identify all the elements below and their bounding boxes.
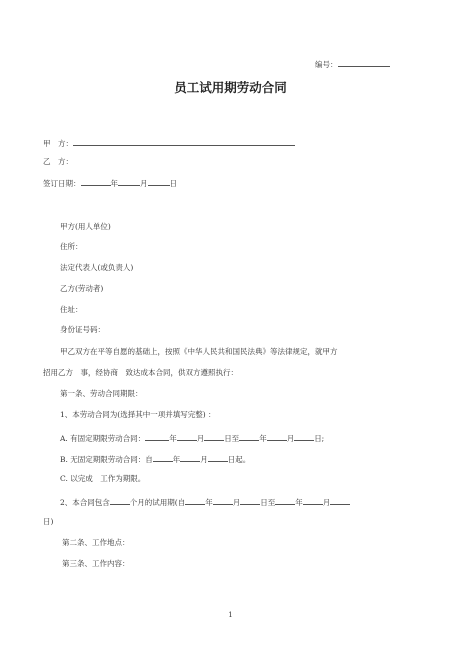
month-text: 月 — [140, 179, 148, 188]
party-b-employee: 乙方(劳动者) — [60, 284, 104, 293]
blank — [180, 453, 200, 462]
blank — [330, 496, 350, 505]
sign-month-blank — [118, 177, 140, 186]
intro-paragraph-line2: 招用乙方 事，经协商 致达成本合同，供双方遵照执行： — [43, 368, 238, 377]
sign-date-label: 签订日期： — [43, 179, 81, 188]
day-text: 日; — [314, 434, 325, 443]
blank — [240, 496, 260, 505]
day-to-text: 日至 — [260, 498, 276, 507]
blank — [153, 453, 173, 462]
blank — [208, 453, 228, 462]
legal-rep-label: 法定代表人(或负责人) — [60, 263, 134, 272]
clause-2-mid: 个月的试用期(自 — [129, 498, 186, 507]
blank — [294, 432, 314, 441]
blank — [267, 432, 287, 441]
clause-a-prefix: A. 有固定期限劳动合同： — [60, 434, 146, 443]
blank — [213, 496, 233, 505]
party-b-line — [43, 157, 73, 167]
year-text: 年 — [172, 455, 181, 464]
id-number-label: 身份证号码： — [60, 325, 105, 334]
article-2-heading: 第二条、工作地点： — [62, 538, 130, 547]
party-a-label: 甲 方： — [43, 139, 73, 148]
clause-b-suffix: 日起。 — [227, 455, 251, 464]
blank — [239, 432, 259, 441]
blank — [204, 432, 224, 441]
party-b-label: 乙 方： — [43, 157, 73, 166]
month-text: 月 — [322, 498, 331, 507]
sign-date-line — [43, 177, 177, 189]
intro-paragraph-line1: 甲乙双方在平等自愿的基础上，按照《中华人民共和国民法典》等法律规定，就甲方 — [60, 347, 338, 356]
sign-day-blank — [148, 177, 170, 186]
month-text: 月 — [200, 455, 208, 464]
blank — [177, 432, 197, 441]
clause-b — [60, 453, 250, 465]
party-a-employer: 甲方(用人单位) — [60, 222, 111, 231]
clause-2-end: 日) — [43, 517, 54, 526]
blank — [275, 496, 295, 505]
clause-c: C. 以完成 工作为期限。 — [60, 474, 146, 483]
month-text: 月 — [286, 434, 295, 443]
residence-label: 住址： — [60, 305, 83, 314]
page-number: 1 — [228, 611, 233, 619]
year-text: 年 — [205, 498, 213, 507]
day-to-text: 日至 — [224, 434, 240, 443]
blank — [185, 496, 205, 505]
party-a-line — [43, 137, 295, 149]
clause-b-prefix: B. 无固定期限劳动合同：自 — [60, 455, 153, 464]
contract-number-blank — [338, 58, 390, 67]
year-text: 年 — [110, 179, 118, 188]
sign-year-blank — [81, 177, 111, 186]
day-text: 日 — [169, 179, 177, 188]
year-text: 年 — [169, 434, 177, 443]
article-3-heading: 第三条、工作内容： — [62, 559, 130, 568]
clause-a — [60, 432, 324, 444]
month-text: 月 — [232, 498, 241, 507]
blank — [145, 432, 169, 441]
blank — [110, 496, 130, 505]
month-text: 月 — [196, 434, 205, 443]
clause-2-prefix: 2、本合同包含 — [60, 498, 110, 507]
clause-2 — [60, 496, 350, 508]
document-title: 员工试用期劳动合同 — [174, 80, 287, 95]
year-text: 年 — [259, 434, 267, 443]
blank — [303, 496, 323, 505]
contract-number — [315, 58, 390, 70]
article-1-heading: 第一条、劳动合同期限： — [60, 389, 143, 398]
party-a-blank — [73, 137, 295, 146]
address-label: 住所： — [60, 242, 83, 251]
clause-1: 1、本劳动合同为(选择其中一项并填写完整) ： — [60, 410, 216, 419]
year-text: 年 — [295, 498, 303, 507]
contract-number-label: 编号： — [315, 60, 338, 69]
